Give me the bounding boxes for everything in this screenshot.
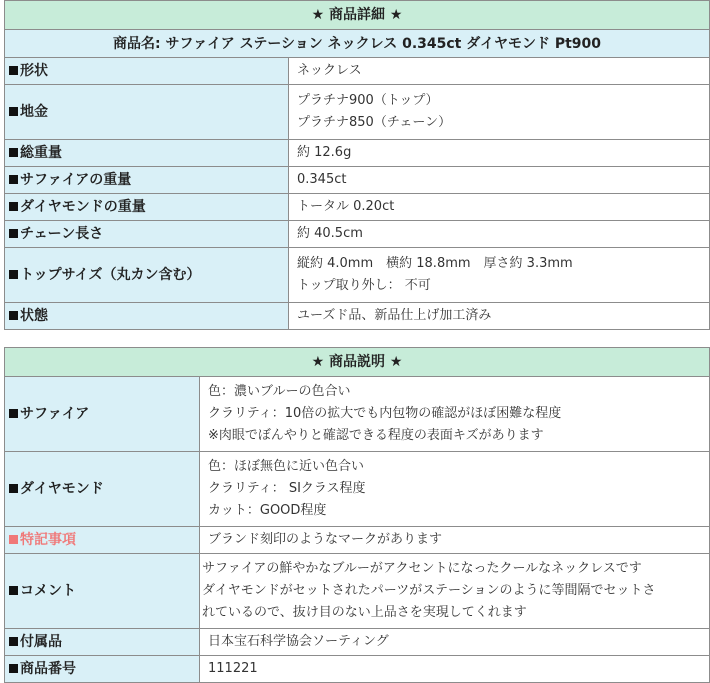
desc-row (5, 377, 710, 452)
desc-label: 商品番号 (20, 661, 76, 677)
desc-label-cell (5, 629, 200, 656)
detail-value-cell (289, 167, 710, 194)
detail-value-cell (289, 221, 710, 248)
detail-value-line: 0.345ct (297, 172, 347, 187)
detail-label-cell (5, 248, 289, 303)
detail-value-line: プラチナ850（チェーン） (297, 115, 452, 130)
square-bullet-icon (9, 586, 18, 595)
details-header: ★ 商品詳細 ★ (5, 1, 710, 30)
detail-label-cell (5, 58, 289, 85)
desc-value-cell (200, 377, 710, 452)
detail-value-cell (289, 303, 710, 330)
detail-label: トップサイズ（丸カン含む） (20, 267, 201, 283)
detail-value-line: 約 12.6g (297, 145, 352, 160)
square-bullet-icon (9, 107, 18, 116)
detail-label-cell (5, 194, 289, 221)
square-bullet-icon (9, 148, 18, 157)
detail-row (5, 167, 710, 194)
desc-value-line: ブランド刻印のようなマークがあります (208, 532, 443, 547)
desc-label-cell (5, 377, 200, 452)
desc-row (5, 554, 710, 629)
product-name: 商品名: サファイア ステーション ネックレス 0.345ct ダイヤモンド Pt900 (5, 30, 710, 58)
square-bullet-icon (9, 311, 18, 320)
square-bullet-icon (9, 664, 18, 673)
desc-value-line: れているので、抜け目のない上品さを実現してくれます (202, 605, 527, 620)
detail-row (5, 303, 710, 330)
detail-label: チェーン長さ (20, 226, 104, 242)
desc-row (5, 656, 710, 683)
detail-label: ダイヤモンドの重量 (20, 199, 146, 215)
detail-value-cell (289, 85, 710, 140)
detail-label: 状態 (20, 308, 48, 324)
desc-value-cell (200, 656, 710, 683)
detail-label: 総重量 (20, 145, 62, 161)
square-bullet-icon (9, 202, 18, 211)
detail-value-line: プラチナ900（トップ） (297, 93, 439, 108)
desc-value-line: 111221 (208, 661, 258, 676)
detail-label-cell (5, 303, 289, 330)
desc-label-cell (5, 452, 200, 527)
detail-label-cell (5, 140, 289, 167)
desc-label: コメント (20, 583, 76, 599)
square-bullet-icon (9, 535, 18, 544)
desc-value-line: サファイアの鮮やかなブルーがアクセントになったクールなネックレスです (202, 561, 642, 576)
square-bullet-icon (9, 409, 18, 418)
detail-label: 形状 (20, 63, 48, 79)
detail-value-line: トップ取り外し： 不可 (297, 278, 431, 293)
desc-value-line: 日本宝石科学協会ソーティング (208, 634, 389, 649)
detail-value-line: 縦約 4.0mm 横約 18.8mm 厚さ約 3.3mm (297, 256, 573, 271)
detail-row (5, 248, 710, 303)
desc-value-cell (200, 629, 710, 656)
detail-row (5, 140, 710, 167)
detail-value-line: 約 40.5cm (297, 226, 363, 241)
desc-row (5, 629, 710, 656)
desc-label: 付属品 (20, 634, 62, 650)
detail-label: 地金 (20, 104, 48, 120)
desc-value-line: 色：濃いブルーの色合い (208, 384, 351, 399)
desc-value-line: クラリティ： SIクラス程度 (208, 481, 366, 496)
product-details-table (4, 0, 710, 330)
desc-row (5, 452, 710, 527)
desc-row (5, 527, 710, 554)
desc-label: サファイア (20, 406, 90, 422)
desc-value-line: ※肉眼でぼんやりと確認できる程度の表面キズがあります (208, 428, 544, 443)
product-description-table (4, 347, 710, 683)
detail-row (5, 194, 710, 221)
square-bullet-icon (9, 270, 18, 279)
square-bullet-icon (9, 175, 18, 184)
desc-label-cell (5, 527, 200, 554)
detail-value-cell (289, 140, 710, 167)
desc-label-cell (5, 554, 200, 629)
detail-label-cell (5, 85, 289, 140)
detail-label-cell (5, 167, 289, 194)
detail-row (5, 85, 710, 140)
desc-value-line: クラリティ：10倍の拡大でも内包物の確認がほぼ困難な程度 (208, 406, 562, 421)
square-bullet-icon (9, 637, 18, 646)
detail-value-line: ネックレス (297, 63, 362, 78)
desc-value-line: カット：GOOD程度 (208, 503, 327, 518)
square-bullet-icon (9, 484, 18, 493)
desc-label: ダイヤモンド (20, 481, 104, 497)
desc-label-cell (5, 656, 200, 683)
desc-value-cell (200, 554, 710, 629)
detail-value-line: ユーズド品、新品仕上げ加工済み (297, 308, 492, 323)
detail-label: サファイアの重量 (20, 172, 132, 188)
detail-value-cell (289, 248, 710, 303)
desc-value-line: 色：ほぼ無色に近い色合い (208, 459, 365, 474)
detail-value-cell (289, 58, 710, 85)
detail-value-line: トータル 0.20ct (297, 199, 395, 214)
square-bullet-icon (9, 229, 18, 238)
detail-label-cell (5, 221, 289, 248)
desc-value-cell (200, 452, 710, 527)
square-bullet-icon (9, 66, 18, 75)
desc-value-line: ダイヤモンドがセットされたパーツがステーションのように等間隔でセットさ (202, 583, 656, 598)
detail-row (5, 221, 710, 248)
description-header: ★ 商品説明 ★ (5, 348, 710, 377)
detail-row (5, 58, 710, 85)
desc-value-cell (200, 527, 710, 554)
detail-value-cell (289, 194, 710, 221)
desc-label: 特記事項 (20, 532, 76, 548)
